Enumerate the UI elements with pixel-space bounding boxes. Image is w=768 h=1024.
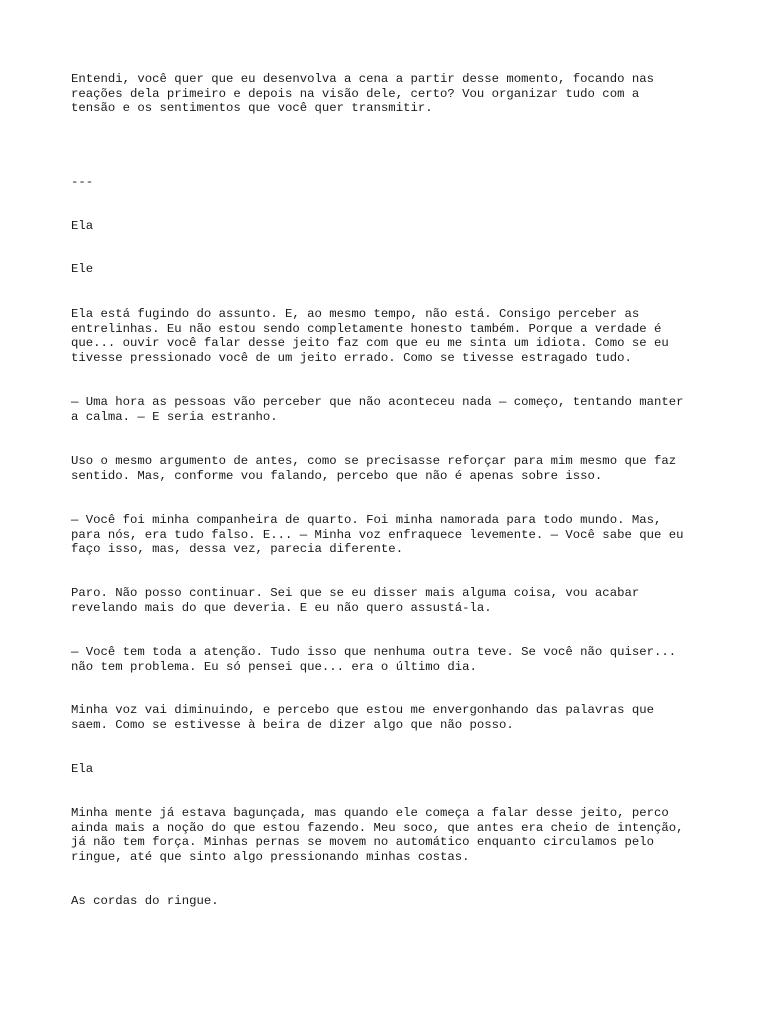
heading-ela: Ela — [71, 219, 94, 233]
dialogue-paragraph: — Uma hora as pessoas vão perceber que não aconteceu nada — começo, tentando manter a calma. — E seria estranho. — [71, 395, 684, 424]
heading-ele: Ele — [71, 262, 94, 276]
paragraph: Minha mente já estava bagunçada, mas quando ele começa a falar desse jeito, perco ainda mais a noção do que estou fazendo. Meu soco, que antes era cheio de intenção, já não tem força. Minhas pernas se movem no automático enquanto circulamos pelo ringue, até que sinto algo pressionando minhas costas. — [71, 806, 684, 865]
paragraph: Paro. Não posso continuar. Sei que se eu disser mais alguma coisa, vou acabar revelando mais do que deveria. E eu não quero assustá-la. — [71, 586, 640, 615]
paragraph: Minha voz vai diminuindo, e percebo que estou me envergonhando das palavras que saem. Como se estivesse à beira de dizer algo que não posso. — [71, 703, 654, 732]
intro-paragraph: Entendi, você quer que eu desenvolva a cena a partir desse momento, focando nas reações dela primeiro e depois na visão dele, certo? Vou organizar tudo com a tensão e os sentimentos que você quer transmitir. — [71, 72, 654, 116]
closing-line: As cordas do ringue. — [71, 894, 219, 908]
dialogue-paragraph: — Você tem toda a atenção. Tudo isso que nenhuma outra teve. Se você não quiser... não tem problema. Eu só pensei que... era o último dia. — [71, 645, 677, 674]
dialogue-paragraph: — Você foi minha companheira de quarto. Foi minha namorada para todo mundo. Mas, para nós, era tudo falso. E... — Minha voz enfraquece levemente. — Você sabe que eu faço isso, mas, dessa vez, parecia diferente. — [71, 513, 684, 557]
heading-ela: Ela — [71, 762, 94, 776]
section-divider: --- — [71, 175, 94, 189]
paragraph: Uso o mesmo argumento de antes, como se precisasse reforçar para mim mesmo que faz sentido. Mas, conforme vou falando, percebo que não é apenas sobre isso. — [71, 454, 677, 483]
paragraph: Ela está fugindo do assunto. E, ao mesmo tempo, não está. Consigo perceber as entrelinhas. Eu não estou sendo completamente honesto também. Porque a verdade é que... ouvir você falar desse jeito faz com que eu me sinta um idiota. Como se eu tivesse pressionado você de um jeito errado. Como se tivesse estragado tudo. — [71, 307, 669, 366]
